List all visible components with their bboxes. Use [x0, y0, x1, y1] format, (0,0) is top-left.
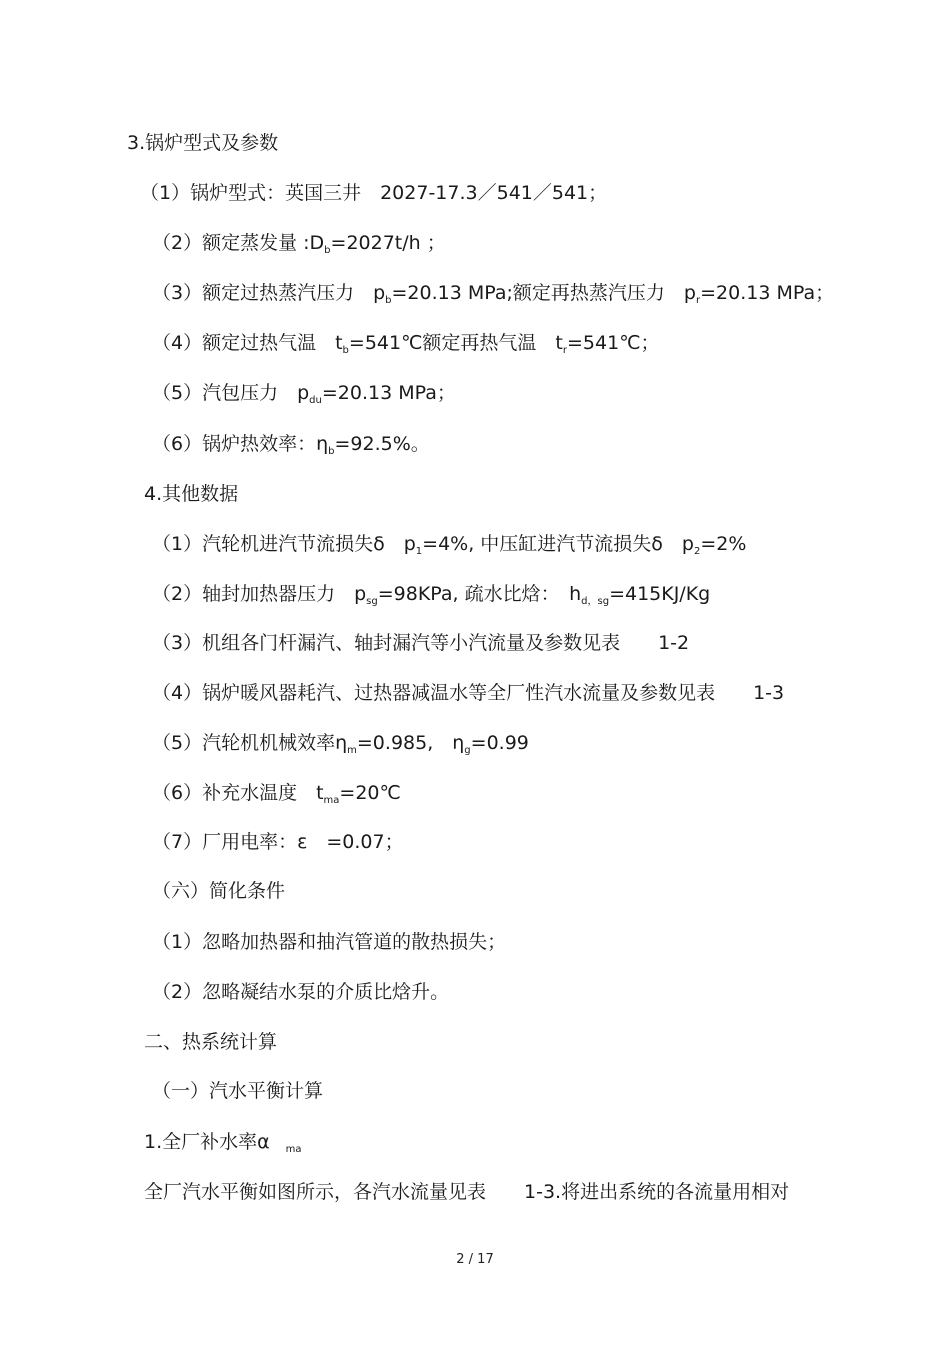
auxiliary-power-line: （7）厂用电率：ε =0.07；	[152, 831, 404, 853]
subheading-makeup-rate: 1.全厂补水率α $_{ma}$	[144, 1131, 302, 1155]
mechanical-efficiency-line: （5）汽轮机机械效率$\eta_m=0.985$, $\eta_g=0.99$	[152, 732, 529, 756]
throttling-loss-line: （1）汽轮机进汽节流损失δ $p_1=4\%$, 中压缸进汽节流损失δ $p_2=2\%$	[152, 533, 747, 557]
drum-pressure-line: （5）汽包压力 $p_{du}=20.13$ MPa；	[152, 382, 456, 406]
rated-temperature-line: （4）额定过热气温 $t_b=541℃$额定再热气温 $t_r=541℃$；	[152, 332, 660, 356]
section-heading-simplification: （六）简化条件	[152, 880, 286, 902]
water-balance-paragraph: 全厂汽水平衡如图所示，各汽水流量见表 1-3.将进出系统的各流量用相对	[144, 1181, 790, 1203]
boiler-type-line: （1）锅炉型式：英国三井 2027-17.3／541／541；	[140, 182, 608, 204]
section-heading-boiler: 3.锅炉型式及参数	[127, 132, 279, 154]
part-heading-thermal-calc: 二、热系统计算	[144, 1031, 278, 1053]
simplification-item-1: （1）忽略加热器和抽汽管道的散热损失；	[152, 931, 507, 953]
leakage-flow-line: （3）机组各门杆漏汽、轴封漏汽等小汽流量及参数见表 1-2	[152, 632, 690, 654]
subheading-water-balance: （一）汽水平衡计算	[152, 1080, 324, 1102]
plant-flow-line: （4）锅炉暖风器耗汽、过热器减温水等全厂性汽水流量及参数见表 1-3	[152, 682, 785, 704]
simplification-item-2: （2）忽略凝结水泵的介质比焓升。	[152, 981, 450, 1003]
section-heading-other-data: 4.其他数据	[144, 483, 239, 505]
rated-pressure-line: （3）额定过热蒸汽压力 $p_b=20.13$ MPa;额定再热蒸汽压力 $p_r=20.13$ MPa；	[152, 282, 835, 306]
gland-heater-line: （2）轴封加热器压力 $p_{sg}=98KPa$, 疏水比焓： $h_{d,sg}=415KJ/Kg$	[152, 583, 711, 607]
boiler-efficiency-line: （6）锅炉热效率：$\eta_b=92.5\%$。	[152, 433, 430, 457]
page-number: 2 / 17	[456, 1252, 494, 1267]
makeup-water-temp-line: （6）补充水温度 $t_{ma}=20℃$	[152, 782, 401, 806]
rated-evaporation-line: （2）额定蒸发量 $:D_b=2027t/h$ ；	[152, 232, 446, 256]
